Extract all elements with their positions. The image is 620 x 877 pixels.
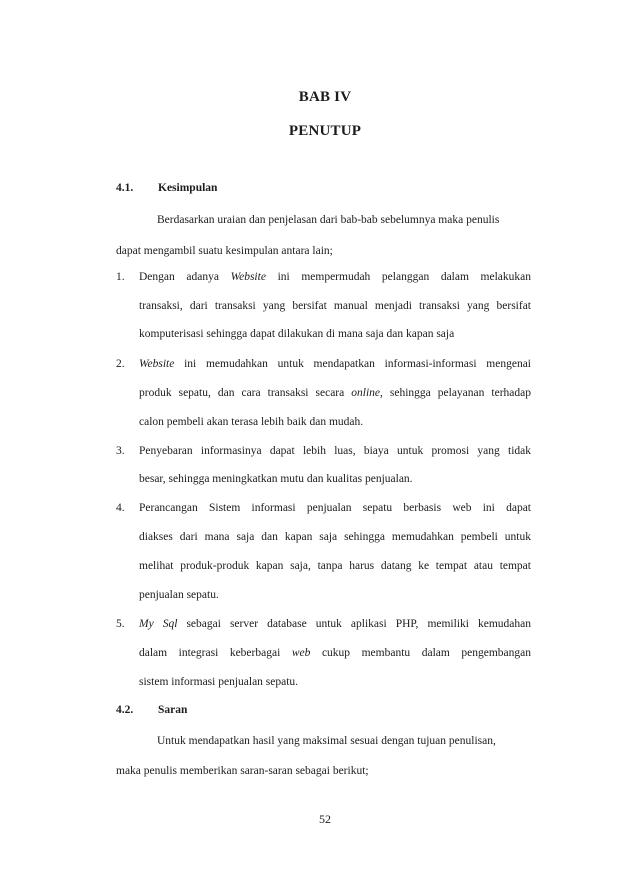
chapter-number: BAB IV (298, 89, 352, 105)
text-span: produk sepatu, dan cara transaksi secara (139, 387, 352, 399)
section-number: 4.2. (116, 704, 134, 716)
list-item-number: 3. (116, 445, 125, 457)
italic-term: online (351, 387, 380, 399)
text-span: Dengan adanya (139, 271, 231, 283)
paragraph-line: Berdasarkan uraian dan penjelasan dari bab-bab sebelumnya maka penulis (157, 214, 500, 226)
text-span: dalam integrasi keberbagai (139, 647, 292, 659)
list-item-line: komputerisasi sehingga dapat dilakukan di mana saja dan kapan saja (139, 328, 455, 340)
italic-term: My Sql (139, 618, 178, 630)
section-title: Kesimpulan (158, 182, 218, 194)
list-item-line: Perancangan Sistem informasi penjualan sepatu berbasis web ini dapat (139, 502, 531, 514)
list-item-number: 4. (116, 502, 125, 514)
paragraph-line: dapat mengambil suatu kesimpulan antara lain; (116, 245, 333, 257)
section-heading-saran (116, 704, 187, 716)
list-item-line (139, 357, 531, 371)
italic-term: web (291, 647, 311, 659)
chapter-title: PENUTUP (288, 123, 362, 139)
list-item-line (139, 617, 531, 631)
paragraph-line: maka penulis memberikan saran-saran sebagai berikut; (116, 765, 369, 777)
list-item-number: 1. (116, 271, 125, 283)
text-span: ini mempermudah pelanggan dalam melakukan (265, 271, 531, 283)
list-item-number: 2. (116, 358, 125, 370)
page-number: 52 (319, 812, 331, 826)
text-span: , sehingga pelayanan terhadap (380, 387, 531, 399)
list-item-line: transaksi, dari transaksi yang bersifat manual menjadi transaksi yang bersifat (139, 300, 531, 312)
list-item-line (139, 646, 531, 660)
paragraph-line: Untuk mendapatkan hasil yang maksimal sesuai dengan tujuan penulisan, (157, 735, 496, 747)
list-item-line: besar, sehingga meningkatkan mutu dan kualitas penjualan. (139, 473, 413, 485)
list-item-line: calon pembeli akan terasa lebih baik dan mudah. (139, 416, 364, 428)
list-item-line: penjualan sepatu. (139, 589, 219, 601)
text-span: cukup membantu dalam pengembangan (310, 647, 532, 659)
text-span: ini memudahkan untuk mendapatkan informasi-informasi mengenai (174, 358, 531, 370)
list-item-line: Penyebaran informasinya dapat lebih luas, biaya untuk promosi yang tidak (139, 445, 531, 457)
italic-term: Website (139, 358, 175, 370)
list-item-line: sistem informasi penjualan sepatu. (139, 676, 299, 688)
list-item-line: melihat produk-produk kapan saja, tanpa harus datang ke tempat atau tempat (139, 560, 531, 572)
text-span: sebagai server database untuk aplikasi PHP, memiliki kemudahan (177, 618, 532, 630)
list-item-number: 5. (116, 618, 125, 630)
list-item-line: diakses dari mana saja dan kapan saja sehingga memudahkan pembeli untuk (139, 531, 531, 543)
list-item-line (139, 270, 531, 284)
section-title: Saran (158, 704, 188, 716)
list-item-line (139, 386, 531, 400)
section-heading-kesimpulan (116, 182, 217, 194)
italic-term: Website (230, 271, 266, 283)
section-number: 4.1. (116, 182, 134, 194)
